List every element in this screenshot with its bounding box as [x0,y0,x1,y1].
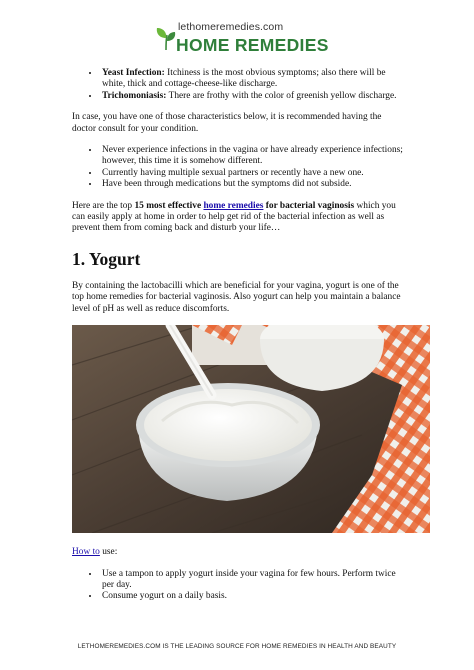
leaf-logo-icon [155,26,177,52]
usage-list [72,569,404,603]
list-item: • Never experience infections in the vagina or have already experience infections; however, this time it is somehow different. [100,145,404,168]
home-remedies-link[interactable]: home remedies [203,200,264,211]
list-item: • Have been through medications but the symptoms did not subside. [100,179,404,190]
list-item: • Yeast Infection: Itchiness is the most obvious symptoms; also there will be white, thick and cottage-cheese-like discharge. [100,68,404,91]
top-remedies-paragraph: Here are the top 15 most effective home remedies for bacterial vaginosis which you can easily apply at home in order to help get rid of the bacterial infection as well as prevent them from coming back and disturb your life… [72,200,396,234]
article-body [72,68,404,603]
symptom-list [72,68,404,102]
section-title: 1. Yogurt [72,248,141,269]
how-to-line: How to use: [72,547,118,558]
list-item: • Trichomoniasis: There are frothy with the color of greenish yellow discharge. [100,91,404,102]
list-item: • Use a tampon to apply yogurt inside your vagina for few hours. Perform twice per day. [100,569,404,592]
site-header [0,12,474,64]
list-item: • Consume yogurt on a daily basis. [100,591,404,602]
list-item: • Currently having multiple sexual partners or recently have a new one. [100,168,404,179]
intro-paragraph: In case, you have one of those characteristics below, it is recommended having the doctor consult for your condition. [72,112,382,134]
yogurt-bowl-photo [72,325,430,533]
site-name: HOME REMEDIES [176,35,329,55]
condition-list [72,145,404,191]
site-url: lethomeremedies.com [178,21,284,33]
yogurt-paragraph: By containing the lactobacilli which are beneficial for your vagina, yogurt is one of the top home remedies for bacterial vaginosis. Also yogurt can help you maintain a balance level of pH as well as reduce discomforts. [72,280,401,314]
how-to-link[interactable]: How to [72,547,100,558]
page-footer: LETHOMEREMEDIES.COM IS THE LEADING SOURCE FOR HOME REMEDIES IN HEALTH AND BEAUTY [77,643,397,650]
